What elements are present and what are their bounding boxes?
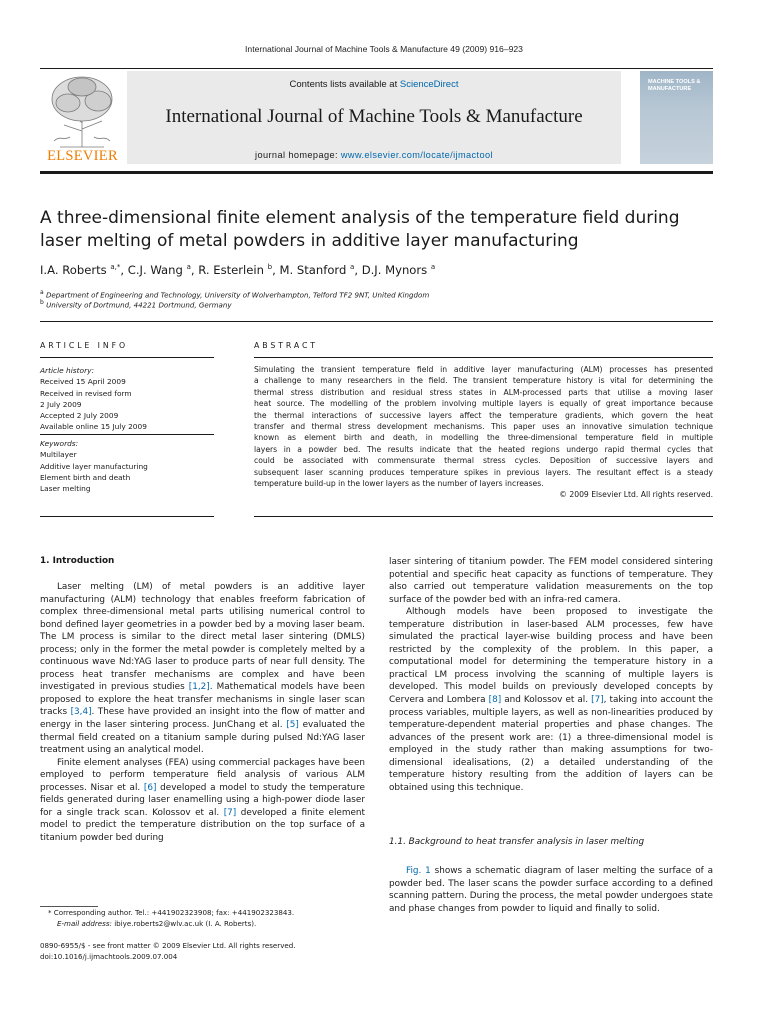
keywords-label: Keywords: xyxy=(40,439,79,448)
author-separator: , xyxy=(272,263,280,277)
affiliation-a xyxy=(40,289,720,299)
history-list xyxy=(40,376,214,432)
history-entry: Accepted 2 July 2009 xyxy=(40,411,119,421)
subsection-heading: 1.1. Background to heat transfer analysis in laser melting xyxy=(389,837,645,847)
affiliation-text: University of Dortmund, 44221 Dortmund, Germany xyxy=(46,300,232,310)
author-separator: , xyxy=(120,263,128,277)
history-entry: Available online 15 July 2009 xyxy=(40,422,147,432)
keyword: Multilayer xyxy=(40,450,77,460)
keyword: Element birth and death xyxy=(40,472,131,482)
paragraph-text: . Mathematical models have been proposed to explore the heat transfer mechanisms in single laser scan tracks xyxy=(40,682,365,718)
running-header: International Journal of Machine Tools & Manufacture 49 (2009) 916–923 xyxy=(245,44,523,54)
abstract-line: a challenge to many researchers in the field. The transient temperature history is vital for determining the xyxy=(254,376,713,386)
paragraph-text: Although models have been proposed to investigate the temperature distribution in laser-based ALM processes, few have simulated the practical layer-wise building process and have been restricted by the complexity of the problem. In this paper, a computational model for determining the temperature history in a practical LM process involving the scanning of multiple layers is developed. This model builds on previously developed concepts by Cervera and Lombera xyxy=(389,607,713,706)
reference-link[interactable]: [6] xyxy=(143,782,157,793)
article-title: A three-dimensional finite element analysis of the temperature field during laser melting of metal powders in additive layer manufacturing xyxy=(40,208,680,251)
right-column xyxy=(389,556,713,794)
title-rule xyxy=(40,321,713,322)
article-info-rule xyxy=(40,357,214,358)
reference-link[interactable]: [1,2] xyxy=(188,682,210,693)
journal-homepage xyxy=(127,150,621,160)
right-column-continued xyxy=(389,865,713,915)
paragraph-text: evaluated the thermal field created on a titanium sample during pulsed Nd:YAG laser treatment using an analytical model. xyxy=(40,720,365,756)
abstract-line: temperature build-up in the lower layers as the number of layers increases. xyxy=(254,479,544,489)
paragraph-text: and Kolossov et al. xyxy=(501,695,592,706)
keyword: Laser melting xyxy=(40,484,91,494)
author-affiliation-marker: b xyxy=(267,263,273,272)
abstract-heading: ABSTRACT xyxy=(254,341,318,350)
affiliation-marker: a xyxy=(40,289,44,296)
author-separator: , xyxy=(354,263,362,277)
abstract-rule xyxy=(254,357,713,358)
abstract-line: thermal stress distribution and residual stress states in ALM-processed parts that utilise a moving laser xyxy=(254,387,713,397)
article-history xyxy=(40,365,214,433)
history-rule xyxy=(40,434,214,435)
author-affiliation-marker: a xyxy=(186,263,191,272)
footnote-rule xyxy=(40,906,98,907)
paragraph-text: shows a schematic diagram of laser melting the surface of a powder bed. The laser scans the powder surface according to a defined scanning pattern. During the process, the metal powder undergoes state and phase changes from powder to liquid and finally to solid. xyxy=(389,866,714,914)
author-separator: , xyxy=(190,263,199,277)
history-entry: Received 15 April 2009 xyxy=(40,377,126,387)
body-paragraph xyxy=(389,606,713,794)
reference-link[interactable]: [5] xyxy=(286,720,299,731)
body-paragraph xyxy=(40,581,365,757)
author-affiliation-marker: a,* xyxy=(110,263,121,272)
email-address[interactable]: ibiye.roberts2@wlv.ac.uk (I. A. Roberts). xyxy=(114,919,257,928)
left-column xyxy=(40,581,365,844)
keyword-list xyxy=(40,449,214,494)
paragraph-text: . These have provided an insight into the flow of matter and energy in the laser sintering process. JunChang et al. xyxy=(40,707,365,731)
abstract-copyright: © 2009 Elsevier Ltd. All rights reserved. xyxy=(559,490,713,500)
keywords-block xyxy=(40,438,214,494)
corresponding-author-note: * Corresponding author. Tel.: +441902323908; fax: +441902323843. xyxy=(48,908,295,917)
publisher-logo-text: ELSEVIER xyxy=(47,148,118,164)
history-entry: Received in revised form xyxy=(40,388,132,398)
body-paragraph xyxy=(389,556,713,606)
body-paragraph xyxy=(40,757,365,845)
author-name: C.J. Wang xyxy=(127,263,187,277)
reference-link[interactable]: [7] xyxy=(591,695,604,706)
journal-title: International Journal of Machine Tools & Manufacture xyxy=(165,106,583,127)
header-rule xyxy=(40,171,713,174)
author-name: R. Esterlein xyxy=(198,263,268,277)
abstract-line: transfer and thermal stress development mechanisms. This paper uses an innovative simulation technique xyxy=(254,422,713,432)
homepage-link[interactable]: www.elsevier.com/locate/ijmactool xyxy=(340,150,493,160)
abstract-line: could be associated with commensurate thermal stress cycles. Deposition of successive layers and xyxy=(254,456,713,466)
contents-line xyxy=(127,79,621,90)
abstract-end-rule xyxy=(254,516,713,517)
abstract-line: layers in a powder bed. The results indicate that the heated regions undergo rapid thermal cycles that xyxy=(254,444,713,454)
author-affiliation-marker: a xyxy=(430,263,436,272)
affiliation-marker: b xyxy=(40,299,44,306)
section-heading-introduction: 1. Introduction xyxy=(40,556,115,566)
abstract-line: known as element birth and death, in modelling the three-dimensional temperature field in multiple xyxy=(254,433,713,443)
paragraph-text: Laser melting (LM) of metal powders is an additive layer manufacturing (ALM) technology that enables freeform fabrication of complex three-dimensional metal parts utilising numerical control to bond defined layer geometries in a powder bed by a moving laser beam. The LM process is similar to the direct metal laser sintering (DMLS) process; only in the former the metal powder is completely melted by a continuous wave Nd:YAG laser to produce parts of near full density. The process heat transfer mechanisms are complex and have been investigated in previous studies xyxy=(40,582,365,693)
contents-prefix: Contents lists available at xyxy=(289,79,400,90)
affiliation-text: Department of Engineering and Technology, University of Wolverhampton, Telford TF2 9NT, United Kingdom xyxy=(45,290,430,300)
affiliation-b xyxy=(40,299,720,309)
abstract-body xyxy=(254,364,713,501)
history-label: Article history: xyxy=(40,366,94,375)
keyword: Additive layer manufacturing xyxy=(40,461,148,471)
abstract-lines xyxy=(254,364,713,489)
email-note xyxy=(57,919,377,929)
keywords-rule xyxy=(40,516,214,517)
reference-link[interactable]: [8] xyxy=(488,695,502,706)
paragraph-text: Finite element analyses (FEA) using commercial packages have been employed to perform temperature field analysis of various ALM processes. Nisar et al. xyxy=(40,757,365,793)
issn-line: 0890-6955/$ - see front matter © 2009 Elsevier Ltd. All rights reserved. xyxy=(40,941,296,950)
abstract-line: the thermal interactions of successive layers affect the temperature gradients, which govern the heat xyxy=(254,410,713,420)
paragraph-text: , taking into account the process variables, multiple layers, as well as non-linearities produced by temperature-dependent material properties and phase changes. The advances of the present work are: (1) a three-dimensional model is employed in the study rather than making assumptions for two-dimensional idealisations, (2) a detailed understanding of the temperature history resulting from the addition of layers can be obtained using this technique. xyxy=(389,695,713,793)
paragraph-text: developed a model to study the temperature fields generated during laser enamelling using a high-power diode laser for a single track scan. Kolossov et al. xyxy=(40,782,365,818)
sciencedirect-link[interactable]: ScienceDirect xyxy=(399,79,459,90)
homepage-prefix: journal homepage: xyxy=(255,150,341,160)
author-name: D.J. Mynors xyxy=(361,263,431,277)
paragraph-text: laser sintering of titanium powder. The FEM model considered sintering potential and specific heat capacity as functions of temperature. They also carried out temperature validation measurements on the top surface of the powder bed with an infra-red camera. xyxy=(389,557,713,605)
author-name: M. Stanford xyxy=(279,263,351,277)
reference-link[interactable]: Fig. 1 xyxy=(406,866,431,876)
author-affiliation-marker: a xyxy=(350,263,355,272)
reference-link[interactable]: [7] xyxy=(223,807,237,818)
body-paragraph xyxy=(389,865,713,915)
doi-line[interactable]: doi:10.1016/j.ijmachtools.2009.07.004 xyxy=(40,952,178,961)
abstract-line: heat source. The modelling of the problem involving multiple layers is equally of great importance because xyxy=(254,399,713,409)
cover-title: MACHINE TOOLS & MANUFACTURE xyxy=(648,79,701,92)
reference-link[interactable]: [3,4] xyxy=(70,707,92,718)
email-label: E-mail address: xyxy=(57,919,112,928)
history-entry: 2 July 2009 xyxy=(40,399,82,409)
paragraph-text: developed a finite element model to predict the temperature distribution on the top surface of a titanium powder bed during xyxy=(40,807,365,843)
abstract-line: subsequent laser scanning produces temperature spikes in previous layers. The resultant effect is a steady xyxy=(254,467,713,477)
article-info-heading: ARTICLE INFO xyxy=(40,341,128,350)
author-name: I.A. Roberts xyxy=(40,263,111,277)
author-list xyxy=(40,263,720,277)
abstract-line: Simulating the transient temperature field in additive layer manufacturing (ALM) processes has presented xyxy=(254,365,713,374)
